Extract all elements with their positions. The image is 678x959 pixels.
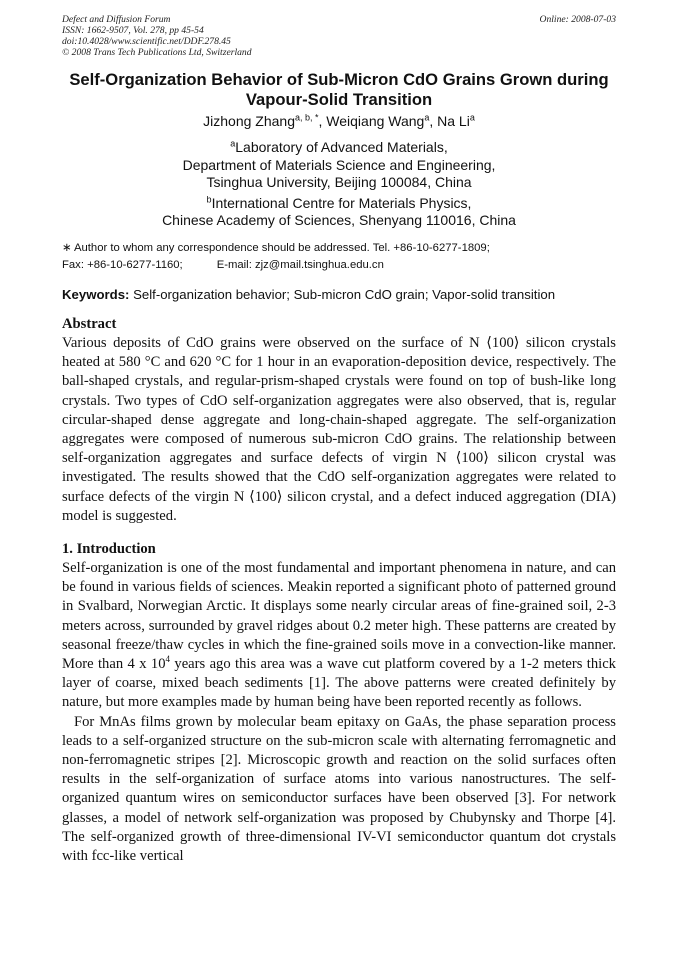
affiliation-line: International Centre for Materials Physics, [211, 194, 472, 211]
keywords [62, 287, 616, 304]
correspondence-line: ∗ Author to whom any correspondence should be addressed. Tel. +86-10-6277-1809; [62, 241, 490, 254]
affiliation-line: Chinese Academy of Sciences, Shenyang 110016, China [162, 212, 516, 228]
fax-number: Fax: +86-10-6277-1160; [62, 258, 183, 271]
issn: ISSN: 1662-9507, Vol. 278, pp 45-54 [62, 25, 204, 36]
keywords-label: Keywords: [62, 286, 130, 302]
affiliation-mark: a [230, 138, 236, 149]
abstract-heading: Abstract [62, 316, 117, 332]
author-separator: , [318, 113, 327, 129]
introduction-paragraph-2: For MnAs films grown by molecular beam epitaxy on GaAs, the phase separation process leads to a self-organized structure on the sub-micron scale with alternating ferromagnetic and non-ferromagnetic stripes [2]. Microscopic growth and reaction on the solid surfaces often results in the self-organization of surface atoms into various nanostructures. The self-organized quantum wires on semiconductor surfaces have been observed [3]. For network glasses, a model of network self-organization was proposed by Chubynsky and Thorpe [4]. The self-organized growth of three-dimensional IV-VI semiconductor quantum dot crystals with fcc-like vertical [62, 713, 616, 865]
affiliation-line: Tsinghua University, Beijing 100084, China [206, 174, 472, 190]
affiliation-mark: b [206, 193, 212, 204]
author-affiliation-mark: a, b, * [294, 112, 319, 123]
doi: doi:10.4028/www.scientific.net/DDF.278.45 [62, 36, 231, 47]
paper-page [62, 14, 616, 866]
keywords-text: Self-organization behavior; Sub-micron CdO grain; Vapor-solid transition [133, 286, 556, 302]
affiliation-line: Laboratory of Advanced Materials, [235, 139, 448, 155]
copyright: © 2008 Trans Tech Publications Ltd, Switzerland [62, 47, 252, 58]
online-date: Online: 2008-07-03 [539, 14, 616, 25]
author-list [62, 113, 616, 130]
author-separator: , [429, 113, 438, 129]
author-name: Weiqiang Wang [326, 113, 425, 129]
abstract-text: Various deposits of CdO grains were observed on the surface of N ⟨100⟩ silicon crystals heated at 580 °C and 620 °C for 1 hour in an evaporation-deposition device, respectively. The ball-shaped crystals, and regular-prism-shaped crystals were found on top of bush-like long crystals. Two types of CdO self-organization aggregates were also observed, that is, regular circular-shaped dense aggregate and long-chain-shaped aggregate. The self-organization aggregates were composed of numerous sub-micron CdO grains. The relationship between self-organization aggregates and surface defects of virgin N ⟨100⟩ silicon crystal was investigated. The results showed that the CdO self-organization aggregates were related to surface defects of the virgin N ⟨100⟩ silicon crystal, and a defect induced aggregation (DIA) model is suggested. [62, 335, 616, 524]
affiliation-b [62, 195, 616, 230]
correspondence-note [62, 240, 616, 274]
introduction-heading: 1. Introduction [62, 541, 156, 558]
author-affiliation-mark: a [469, 112, 475, 123]
exponent: 4 [165, 654, 170, 665]
introduction-paragraph-1 [62, 559, 616, 713]
email-address: E-mail: zjz@mail.tsinghua.edu.cn [216, 258, 384, 271]
affiliation-line: Department of Materials Science and Engineering, [182, 156, 496, 173]
paper-title: Self-Organization Behavior of Sub-Micron CdO Grains Grown during Vapour-Solid Transition [69, 70, 609, 109]
journal-name: Defect and Diffusion Forum [62, 14, 171, 25]
author-name: Na Li [437, 113, 470, 129]
journal-header [62, 14, 616, 58]
author-name: Jizhong Zhang [203, 113, 295, 129]
author-affiliation-mark: a [424, 112, 430, 123]
affiliation-a [62, 139, 616, 192]
paragraph-text: years ago this area was a wave cut platform covered by a 1-2 meters thick layer of coarse, mixed beach sediments [1]. The above patterns were created definitely by nature, but more examples made by human being have been reported recently as follows. [62, 656, 616, 711]
paragraph-text: Self-organization is one of the most fundamental and important phenomena in nature, and can be found in various fields of sciences. Meakin reported a significant photo of patterned ground in Svalbard, Norwegian Arctic. It displays some nearly circular areas of fine-grained soil, 2-3 meters across, surrounded by gravel ridges about 0.2 meter high. These patterns are created by seasonal freeze/thaw cycles in which the fine-grained soils move in a convection-like manner. More than 4 x 10 [62, 560, 616, 673]
